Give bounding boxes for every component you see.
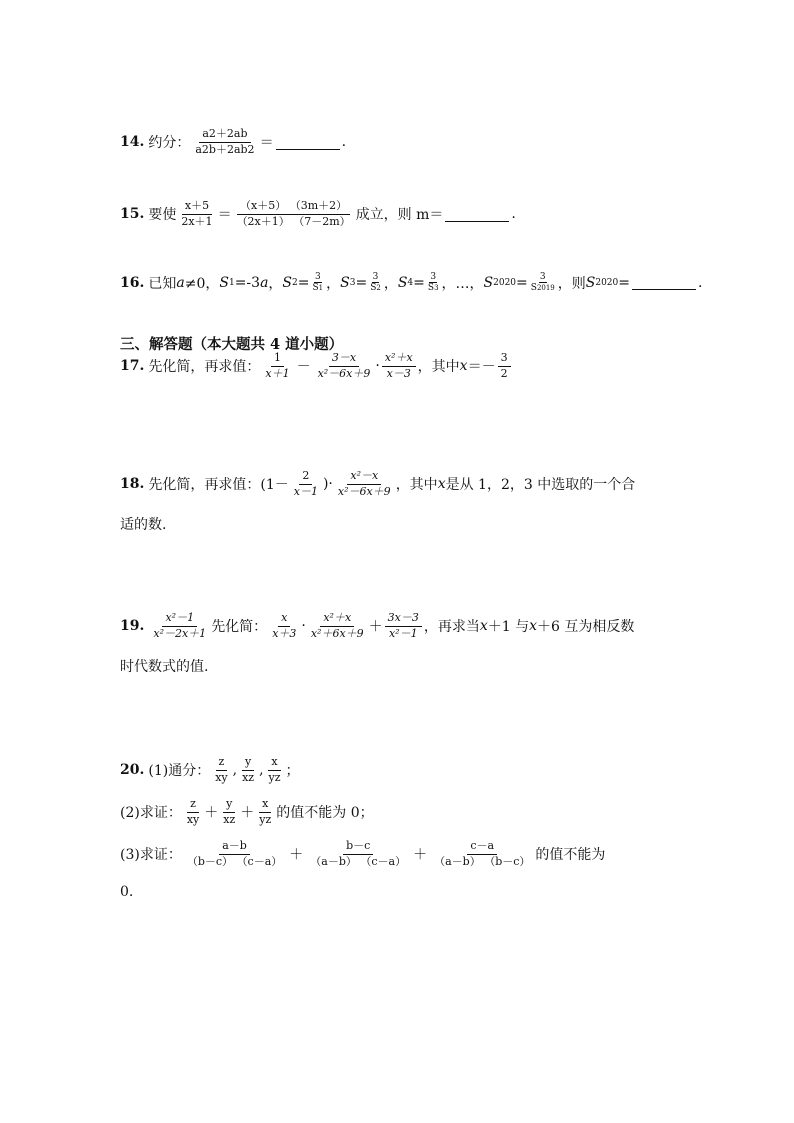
denominator: x＋1	[265, 366, 290, 380]
question-20-part1	[120, 756, 300, 784]
answer-blank	[445, 207, 509, 222]
question-text: ，再求当	[423, 619, 480, 636]
numerator: 3	[372, 272, 379, 282]
ellipsis: ，…，	[441, 275, 484, 292]
denominator: xz	[242, 770, 255, 784]
question-number: 16.	[120, 274, 145, 291]
question-text: 先化简，再求值：	[148, 477, 261, 494]
paren-close: )·	[322, 476, 333, 493]
variable: x	[529, 618, 538, 635]
minus-sign: －	[296, 359, 311, 376]
fraction	[335, 470, 394, 498]
question-20-line-end: 0.	[120, 884, 134, 900]
separator: ，	[268, 275, 283, 292]
fraction	[239, 756, 257, 784]
question-text: ＋1 与	[487, 619, 530, 636]
equals-sign: ＝	[259, 135, 274, 152]
fraction	[291, 470, 321, 498]
denominator: 2	[500, 366, 508, 380]
question-text: 要使	[148, 207, 177, 224]
question-20-part3	[120, 840, 605, 868]
subscript: 3	[434, 284, 439, 293]
fraction	[498, 352, 511, 380]
question-text: 先化简：	[211, 619, 268, 636]
numerator: x²＋x	[320, 612, 354, 627]
variable: S	[530, 283, 537, 294]
separator: ，	[383, 275, 398, 292]
subscript: 2020	[493, 277, 517, 288]
denominator: （2x＋1） （7－2m）	[236, 214, 351, 228]
variable: S	[427, 283, 435, 294]
plus-sign: ＋	[204, 805, 219, 822]
fraction	[184, 840, 285, 868]
fraction	[431, 840, 533, 868]
question-text: ，其中	[395, 477, 438, 494]
equals-sign: ＝－	[467, 359, 496, 376]
denominator: （a－b） （b－c）	[434, 854, 531, 868]
numerator: a2＋2ab	[199, 128, 250, 143]
fraction	[385, 612, 422, 640]
question-18-line2: 适的数.	[120, 517, 167, 533]
separator: ，	[326, 275, 341, 292]
question-number: 14.	[120, 134, 145, 151]
numerator: y	[242, 756, 254, 771]
numerator: x	[278, 612, 290, 627]
fraction	[311, 272, 324, 294]
denominator	[369, 283, 382, 293]
variable: S	[370, 283, 377, 294]
fraction	[307, 840, 409, 868]
plus-sign: ＋	[413, 847, 428, 864]
denominator: x²－2x＋1	[153, 626, 207, 640]
numerator: 3	[430, 272, 437, 282]
denominator: x－1	[293, 484, 318, 498]
fraction	[266, 756, 284, 784]
variable: S	[340, 274, 350, 291]
question-text: 成立，则 m＝	[355, 207, 444, 224]
question-text: 先化简，再求值：	[148, 359, 261, 376]
numerator: x²－x	[347, 470, 381, 485]
variable: S	[282, 274, 293, 291]
numerator: c－a	[467, 840, 497, 855]
question-text: 的值不能为 0；	[276, 805, 374, 822]
variable: a	[176, 274, 185, 291]
question-number: 20.	[120, 762, 145, 779]
equals-sign: =	[618, 274, 630, 291]
denominator: x²－6x＋9	[337, 484, 391, 498]
separator: ；	[285, 763, 300, 780]
numerator: 2	[299, 470, 312, 485]
question-number: 15.	[120, 206, 145, 223]
question-text: 约分：	[148, 135, 191, 152]
equals-sign: =	[516, 274, 528, 291]
variable: x	[459, 358, 468, 375]
denominator: x－3	[386, 366, 411, 380]
numerator: 3	[314, 272, 321, 282]
question-text: 已知	[148, 275, 177, 292]
denominator: x²＋6x＋9	[310, 626, 364, 640]
numerator: b－c	[343, 840, 373, 855]
question-number: 17.	[120, 358, 145, 375]
numerator: 3x－3	[385, 612, 422, 627]
question-text: =-3	[234, 274, 261, 291]
fraction	[369, 272, 382, 294]
fraction	[530, 272, 556, 294]
numerator: （x＋5） （3m＋2）	[237, 200, 350, 215]
numerator: z	[216, 756, 228, 771]
question-number: 19.	[120, 618, 145, 635]
period: .	[698, 274, 703, 291]
question-text: (2)求证：	[120, 805, 182, 822]
question-20-part2	[120, 798, 374, 826]
question-14	[120, 128, 346, 156]
fraction	[308, 612, 367, 640]
question-number: 18.	[120, 476, 145, 493]
fraction	[184, 798, 202, 826]
denominator: xy	[186, 812, 200, 826]
separator: ,	[232, 762, 238, 779]
subscript: 2020	[595, 277, 619, 288]
denominator: x²－1	[388, 626, 418, 640]
plus-sign: ＋	[240, 805, 255, 822]
denominator: （a－b） （c－a）	[310, 854, 407, 868]
question-18	[120, 470, 635, 498]
equals-sign: =	[297, 274, 310, 291]
question-19	[120, 612, 634, 640]
denominator	[311, 283, 324, 293]
subscript: 1	[318, 284, 324, 293]
variable: S	[483, 274, 494, 291]
numerator: x²＋x	[382, 352, 416, 367]
fraction	[427, 272, 440, 294]
denominator: x＋3	[272, 626, 297, 640]
question-17	[120, 352, 513, 380]
equals-sign: =	[413, 274, 425, 291]
numerator: z	[187, 798, 199, 813]
denominator	[427, 283, 440, 293]
denominator: 2x＋1	[181, 214, 213, 228]
denominator: （b－c） （c－a）	[186, 854, 283, 868]
answer-blank	[276, 135, 340, 150]
variable: S	[397, 274, 408, 291]
question-text: ≠0，	[184, 275, 220, 292]
variable: x	[437, 476, 446, 493]
separator: ,	[259, 762, 264, 779]
multiply-sign: ·	[301, 618, 306, 635]
fraction	[234, 200, 354, 228]
question-text: ＋6 互为相反数	[537, 619, 635, 636]
question-text: 是从 1，2，3 中选取的一个合	[445, 477, 636, 494]
fraction	[269, 612, 299, 640]
variable: S	[219, 274, 229, 291]
equals-sign: ＝	[217, 207, 232, 224]
answer-blank	[632, 275, 696, 290]
denominator: x²－6x＋9	[317, 366, 371, 380]
numerator: 3－x	[329, 352, 359, 367]
denominator: a2b＋2ab2	[195, 142, 255, 156]
fraction	[382, 352, 416, 380]
equals-sign: =	[355, 274, 368, 291]
denominator: yz	[259, 812, 272, 826]
numerator: 3	[539, 272, 546, 282]
question-text: (3)求证：	[120, 847, 182, 864]
subscript: 3	[349, 277, 356, 288]
numerator: x＋5	[182, 200, 212, 215]
subscript: 2	[376, 284, 381, 293]
fraction	[220, 798, 238, 826]
question-19-line2: 时代数式的值.	[120, 659, 209, 675]
fraction	[178, 200, 215, 228]
period: .	[341, 134, 347, 151]
question-text: ，则	[557, 275, 586, 292]
question-15	[120, 200, 516, 228]
variable: a	[260, 274, 269, 291]
denominator: xz	[223, 812, 236, 826]
period: .	[511, 206, 516, 223]
subscript: 1	[228, 277, 235, 288]
question-16	[120, 272, 702, 294]
denominator	[530, 283, 556, 293]
fraction	[262, 352, 292, 380]
plus-sign: ＋	[368, 619, 383, 636]
numerator: x²－1	[162, 612, 197, 627]
fraction	[192, 128, 257, 156]
subscript: 2019	[536, 284, 555, 293]
question-text: ，其中	[417, 359, 460, 376]
multiply-sign: ·	[375, 358, 380, 375]
section-heading: 三、解答题（本大题共 4 道小题）	[120, 336, 344, 353]
fraction	[256, 798, 274, 826]
paren-open: (1－	[260, 477, 289, 494]
question-text: (1)通分：	[148, 763, 211, 780]
variable: S	[312, 283, 319, 294]
numerator: x	[268, 756, 280, 771]
question-text: 的值不能为	[535, 847, 606, 864]
variable: x	[479, 618, 488, 635]
numerator: x	[259, 798, 271, 813]
fraction	[150, 612, 209, 640]
fraction	[212, 756, 230, 784]
denominator: yz	[268, 770, 281, 784]
subscript: 2	[292, 277, 298, 288]
fraction	[315, 352, 374, 380]
denominator: xy	[215, 770, 228, 784]
variable: S	[585, 274, 596, 291]
subscript: 4	[407, 277, 414, 288]
numerator: a－b	[219, 840, 250, 855]
plus-sign: ＋	[289, 847, 304, 864]
numerator: 1	[271, 352, 284, 367]
numerator: 3	[498, 352, 511, 367]
numerator: y	[223, 798, 235, 813]
